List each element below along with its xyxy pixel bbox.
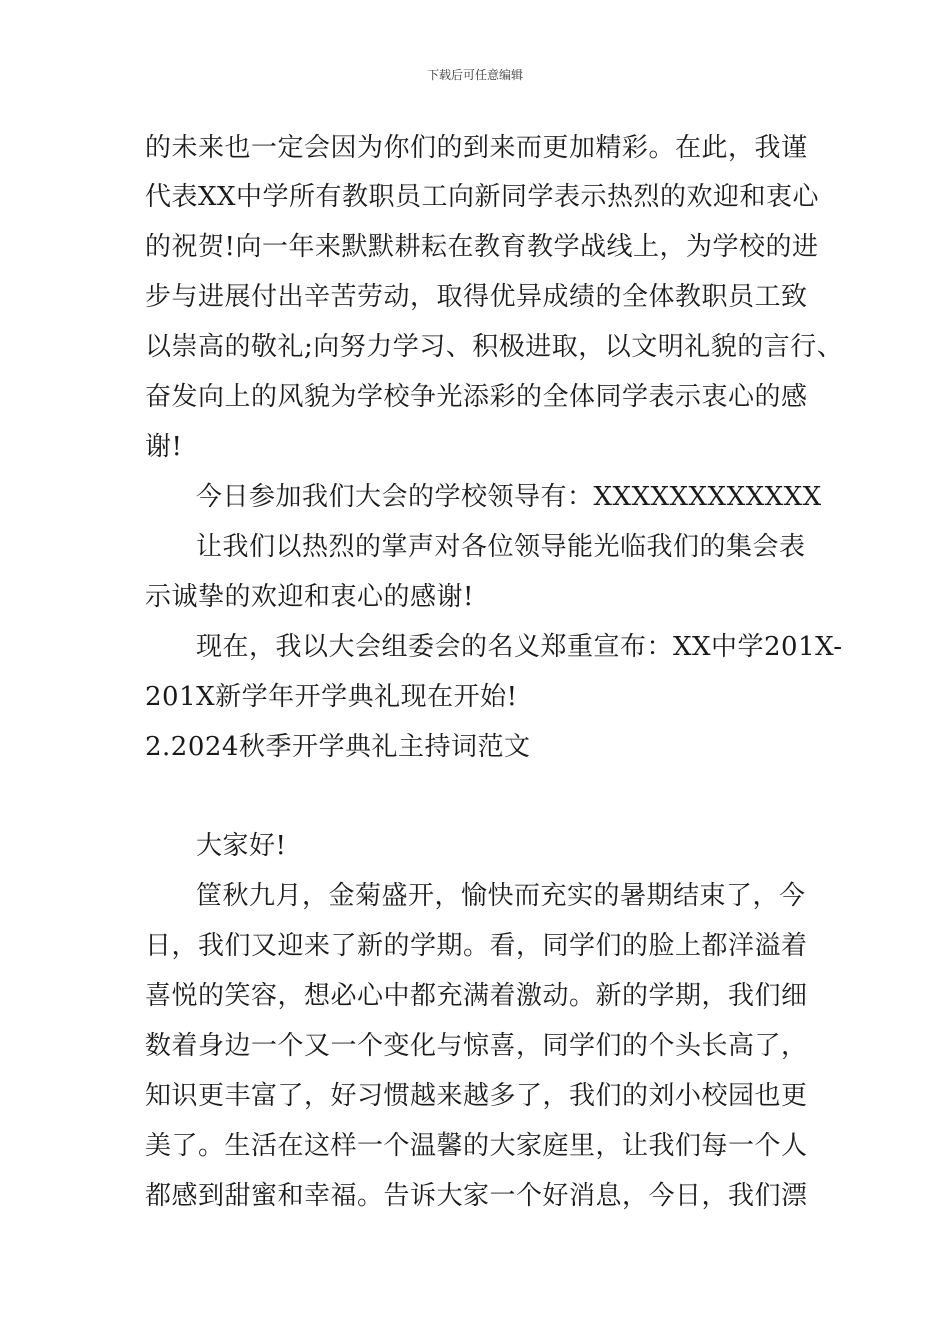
text-line: 201X新学年开学典礼现在开始! — [145, 682, 518, 712]
text-line: 让我们以热烈的掌声对各位领导能光临我们的集会表 — [196, 532, 806, 562]
text-line: 美了。生活在这样一个温馨的大家庭里，让我们每一个人 — [145, 1131, 808, 1161]
text-line: 代表XX中学所有教职员工向新同学表示热烈的欢迎和衷心 — [145, 182, 820, 212]
text-line: 现在，我以大会组委会的名义郑重宣布：XX中学201X- — [196, 632, 843, 662]
text-line: 的祝贺!向一年来默默耕耘在教育教学战线上，为学校的进 — [145, 232, 819, 262]
text-line: 喜悦的笑容，想必心中都充满着激动。新的学期，我们细 — [145, 981, 808, 1011]
text-line: 日，我们又迎来了新的学期。看，同学们的脸上都洋溢着 — [145, 931, 808, 961]
text-line: 大家好! — [196, 831, 287, 861]
text-line: 筐秋九月，金菊盛开，愉快而充实的暑期结束了，今 — [196, 881, 806, 911]
text-line: 都感到甜蜜和幸福。告诉大家一个好消息，今日，我们漂 — [145, 1181, 808, 1211]
text-line: 谢! — [145, 432, 183, 462]
section-heading: 2.2024秋季开学典礼主持词范文 — [145, 732, 531, 762]
text-line: 今日参加我们大会的学校领导有：XXXXXXXXXXXX — [196, 482, 822, 512]
text-line: 知识更丰富了，好习惯越来越多了，我们的刘小校园也更 — [145, 1081, 808, 1111]
page-header: 下载后可任意编辑 — [426, 68, 523, 82]
text-line: 以崇高的敬礼;向努力学习、积极进取，以文明礼貌的言行、 — [145, 332, 844, 362]
text-line: 示诚挚的欢迎和衷心的感谢! — [145, 582, 474, 612]
text-line: 数着身边一个又一个变化与惊喜，同学们的个头长高了， — [145, 1031, 808, 1061]
text-line: 奋发向上的风貌为学校争光添彩的全体同学表示衷心的感 — [145, 382, 808, 412]
text-line: 步与进展付出辛苦劳动，取得优异成绩的全体教职员工致 — [145, 282, 808, 312]
text-line: 的未来也一定会因为你们的到来而更加精彩。在此，我谨 — [145, 133, 808, 163]
